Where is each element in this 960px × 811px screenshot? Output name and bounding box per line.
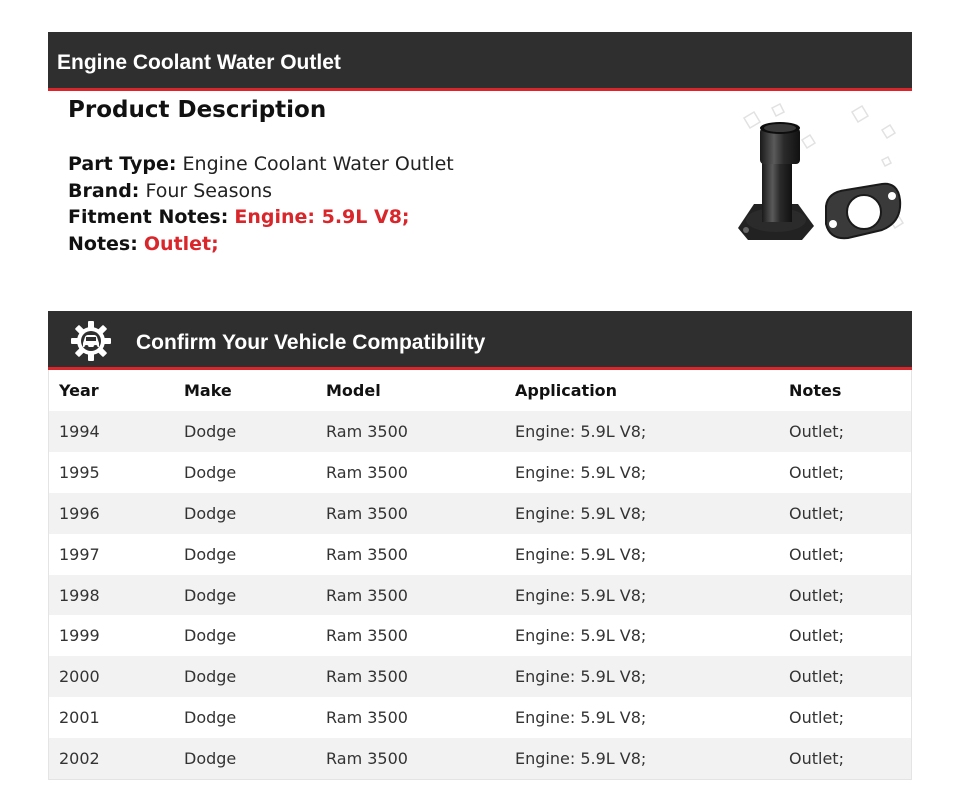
- make-cell: Dodge: [184, 421, 237, 441]
- model-cell: Ram 3500: [326, 749, 408, 769]
- notes-cell: Outlet;: [789, 667, 844, 687]
- year-cell: 1999: [59, 626, 100, 646]
- year-cell: 1998: [59, 585, 100, 605]
- table-row: [49, 411, 911, 452]
- compatibility-table: [48, 370, 912, 780]
- table-row: [49, 615, 911, 656]
- make-cell: Dodge: [184, 626, 237, 646]
- model-cell: Ram 3500: [326, 708, 408, 728]
- year-cell: 2001: [59, 708, 100, 728]
- fitment-notes-value: Engine: 5.9L V8;: [234, 206, 410, 228]
- column-header-application: Application: [515, 381, 618, 400]
- model-cell: Ram 3500: [326, 421, 408, 441]
- model-cell: Ram 3500: [326, 462, 408, 482]
- notes-cell: Outlet;: [789, 421, 844, 441]
- column-header-make: Make: [184, 381, 232, 400]
- notes-cell: Outlet;: [789, 708, 844, 728]
- year-cell: 1997: [59, 544, 100, 564]
- compatibility-title: Confirm Your Vehicle Compatibility: [136, 331, 486, 354]
- notes-label: Notes:: [68, 232, 138, 255]
- application-cell: Engine: 5.9L V8;: [515, 667, 647, 687]
- brand-label: Brand:: [68, 179, 140, 202]
- table-row: [49, 575, 911, 616]
- application-cell: Engine: 5.9L V8;: [515, 544, 647, 564]
- water-outlet-product-image: [732, 100, 908, 260]
- table-row: [49, 534, 911, 575]
- product-title: Engine Coolant Water Outlet: [57, 51, 341, 74]
- table-row: [49, 493, 911, 534]
- table-row: [49, 452, 911, 493]
- notes-cell: Outlet;: [789, 462, 844, 482]
- model-cell: Ram 3500: [326, 585, 408, 605]
- gear-car-icon: [70, 320, 112, 362]
- make-cell: Dodge: [184, 585, 237, 605]
- year-cell: 1996: [59, 503, 100, 523]
- notes-cell: Outlet;: [789, 585, 844, 605]
- year-cell: 2002: [59, 749, 100, 769]
- application-cell: Engine: 5.9L V8;: [515, 585, 647, 605]
- application-cell: Engine: 5.9L V8;: [515, 749, 647, 769]
- make-cell: Dodge: [184, 749, 237, 769]
- application-cell: Engine: 5.9L V8;: [515, 462, 647, 482]
- part-type-label: Part Type:: [68, 153, 177, 175]
- model-cell: Ram 3500: [326, 544, 408, 564]
- make-cell: Dodge: [184, 462, 237, 482]
- brand-value: Four Seasons: [145, 179, 273, 202]
- column-header-year: Year: [59, 381, 99, 400]
- make-cell: Dodge: [184, 667, 237, 687]
- compatibility-bar: [48, 311, 912, 370]
- year-cell: 1994: [59, 421, 100, 441]
- model-cell: Ram 3500: [326, 626, 408, 646]
- model-cell: Ram 3500: [326, 503, 408, 523]
- part-type-value: Engine Coolant Water Outlet: [182, 153, 454, 175]
- fitment-notes-row: [68, 204, 454, 231]
- product-title-bar: [48, 32, 912, 91]
- notes-cell: Outlet;: [789, 749, 844, 769]
- table-row: [49, 697, 911, 738]
- make-cell: Dodge: [184, 503, 237, 523]
- notes-cell: Outlet;: [789, 626, 844, 646]
- product-description-heading: Product Description: [68, 97, 327, 123]
- model-cell: Ram 3500: [326, 667, 408, 687]
- application-cell: Engine: 5.9L V8;: [515, 421, 647, 441]
- column-header-notes: Notes: [789, 381, 842, 400]
- notes-value: Outlet;: [143, 232, 219, 255]
- year-cell: 1995: [59, 462, 100, 482]
- application-cell: Engine: 5.9L V8;: [515, 708, 647, 728]
- make-cell: Dodge: [184, 544, 237, 564]
- notes-cell: Outlet;: [789, 544, 844, 564]
- table-header-row: [49, 370, 911, 411]
- table-row: [49, 656, 911, 697]
- product-description-list: [68, 151, 454, 257]
- application-cell: Engine: 5.9L V8;: [515, 503, 647, 523]
- notes-row: [68, 231, 454, 258]
- brand-row: [68, 178, 454, 205]
- fitment-notes-label: Fitment Notes:: [68, 206, 229, 228]
- make-cell: Dodge: [184, 708, 237, 728]
- part-type-row: [68, 151, 454, 178]
- application-cell: Engine: 5.9L V8;: [515, 626, 647, 646]
- column-header-model: Model: [326, 381, 381, 400]
- table-body: [49, 411, 911, 779]
- notes-cell: Outlet;: [789, 503, 844, 523]
- year-cell: 2000: [59, 667, 100, 687]
- table-row: [49, 738, 911, 779]
